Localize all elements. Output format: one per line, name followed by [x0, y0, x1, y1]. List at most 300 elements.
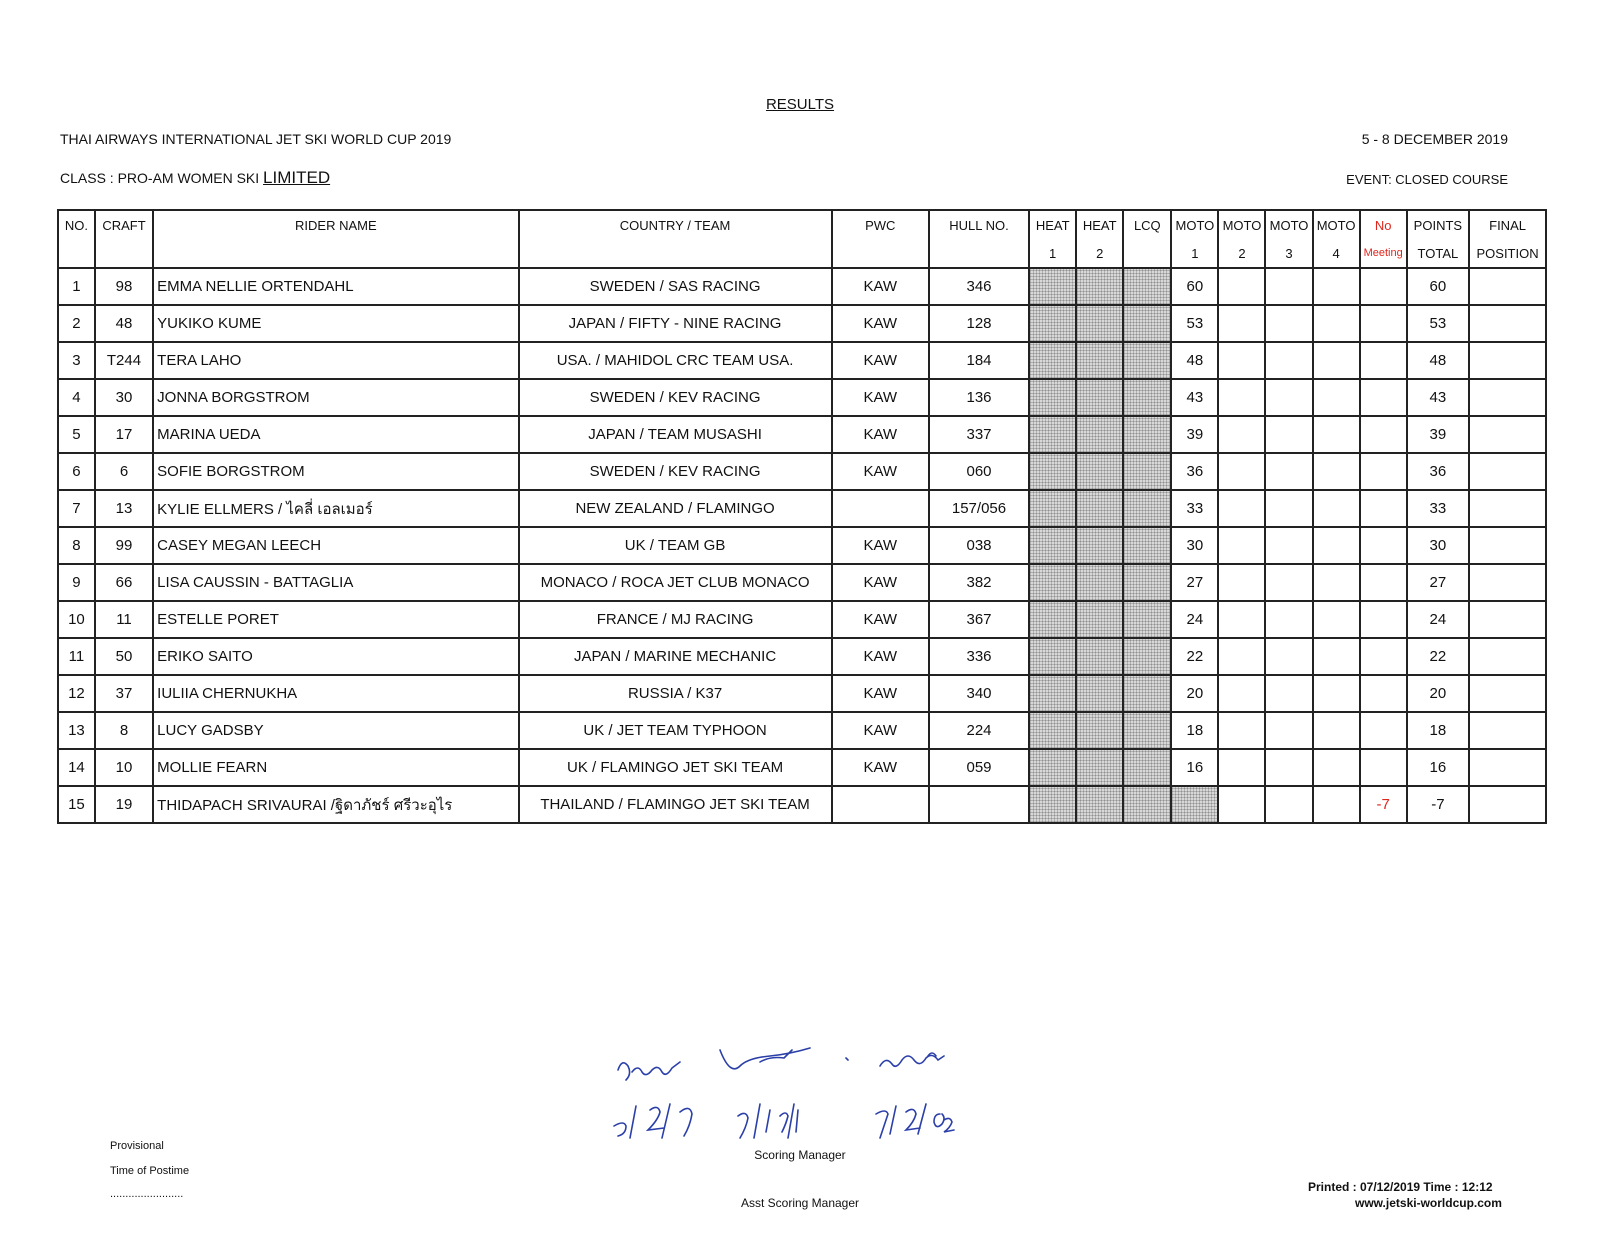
cell-no: 4 [58, 379, 95, 416]
cell-heat2 [1076, 638, 1123, 675]
event-dates: 5 - 8 DECEMBER 2019 [1361, 131, 1508, 147]
cell-hull-no: 340 [929, 675, 1029, 712]
cell-no-meeting [1360, 638, 1407, 675]
cell-heat1 [1029, 564, 1076, 601]
cell-moto4 [1313, 564, 1360, 601]
cell-final-position [1469, 305, 1546, 342]
col-no-blank [58, 239, 95, 268]
cell-heat2 [1076, 268, 1123, 305]
cell-hull-no: 382 [929, 564, 1029, 601]
cell-final-position [1469, 490, 1546, 527]
cell-final-position [1469, 527, 1546, 564]
cell-heat2 [1076, 712, 1123, 749]
cell-moto1: 43 [1171, 379, 1218, 416]
cell-moto1: 48 [1171, 342, 1218, 379]
cell-moto1: 53 [1171, 305, 1218, 342]
col-country-team: COUNTRY / TEAM [519, 210, 832, 239]
cell-craft: 30 [95, 379, 153, 416]
col-final-sub: POSITION [1469, 239, 1546, 268]
cell-rider-name: JONNA BORGSTROM [153, 379, 518, 416]
handwritten-signatures [610, 1040, 990, 1140]
cell-moto4 [1313, 490, 1360, 527]
cell-pwc: KAW [832, 268, 929, 305]
class-label: CLASS : PRO-AM WOMEN SKI [60, 170, 260, 186]
col-rider-name: RIDER NAME [153, 210, 518, 239]
cell-moto3 [1265, 675, 1312, 712]
col-heat1-num: 1 [1029, 239, 1076, 268]
table-row [58, 305, 1546, 342]
cell-lcq [1123, 564, 1171, 601]
cell-craft: 50 [95, 638, 153, 675]
table-row [58, 416, 1546, 453]
cell-craft: 98 [95, 268, 153, 305]
cell-heat1 [1029, 638, 1076, 675]
cell-craft: 48 [95, 305, 153, 342]
cell-points-total: 30 [1407, 527, 1469, 564]
cell-moto2 [1218, 601, 1265, 638]
cell-hull-no: 337 [929, 416, 1029, 453]
col-team-blank [519, 239, 832, 268]
cell-moto1: 20 [1171, 675, 1218, 712]
cell-heat1 [1029, 786, 1076, 823]
cell-heat1 [1029, 712, 1076, 749]
col-no-meeting: No [1360, 210, 1407, 239]
cell-pwc: KAW [832, 712, 929, 749]
cell-pwc: KAW [832, 601, 929, 638]
cell-moto1: 18 [1171, 712, 1218, 749]
cell-pwc: KAW [832, 564, 929, 601]
cell-heat1 [1029, 268, 1076, 305]
cell-pwc: KAW [832, 379, 929, 416]
cell-pwc: KAW [832, 342, 929, 379]
cell-rider-name: TERA LAHO [153, 342, 518, 379]
cell-moto4 [1313, 749, 1360, 786]
cell-hull-no: 157/056 [929, 490, 1029, 527]
postime-blank: ........................ [110, 1188, 184, 1200]
cell-moto4 [1313, 638, 1360, 675]
cell-lcq [1123, 749, 1171, 786]
cell-no: 14 [58, 749, 95, 786]
table-row [58, 786, 1546, 823]
cell-rider-name: LUCY GADSBY [153, 712, 518, 749]
cell-lcq [1123, 379, 1171, 416]
cell-hull-no: 336 [929, 638, 1029, 675]
cell-heat1 [1029, 342, 1076, 379]
cell-moto1: 39 [1171, 416, 1218, 453]
cell-points-total: 36 [1407, 453, 1469, 490]
cell-moto1: 60 [1171, 268, 1218, 305]
cell-moto4 [1313, 453, 1360, 490]
cell-moto3 [1265, 749, 1312, 786]
cell-no: 10 [58, 601, 95, 638]
cell-heat1 [1029, 490, 1076, 527]
cell-no-meeting [1360, 305, 1407, 342]
cell-heat2 [1076, 342, 1123, 379]
cell-moto4 [1313, 342, 1360, 379]
cell-no: 15 [58, 786, 95, 823]
cell-lcq [1123, 712, 1171, 749]
event-type: EVENT: CLOSED COURSE [1346, 172, 1508, 187]
cell-moto1: 30 [1171, 527, 1218, 564]
cell-moto3 [1265, 786, 1312, 823]
cell-craft: 8 [95, 712, 153, 749]
col-moto4: MOTO [1313, 210, 1360, 239]
cell-country-team: UK / FLAMINGO JET SKI TEAM [519, 749, 832, 786]
cell-rider-name: MOLLIE FEARN [153, 749, 518, 786]
cell-craft: T244 [95, 342, 153, 379]
cell-moto2 [1218, 453, 1265, 490]
cell-moto2 [1218, 268, 1265, 305]
results-table [57, 209, 1547, 824]
cell-rider-name: LISA CAUSSIN - BATTAGLIA [153, 564, 518, 601]
cell-no-meeting [1360, 379, 1407, 416]
cell-moto3 [1265, 601, 1312, 638]
cell-moto1 [1171, 786, 1218, 823]
col-moto1-num: 1 [1171, 239, 1218, 268]
cell-lcq [1123, 342, 1171, 379]
col-craft-blank [95, 239, 153, 268]
cell-final-position [1469, 712, 1546, 749]
cell-moto1: 22 [1171, 638, 1218, 675]
cell-lcq [1123, 490, 1171, 527]
cell-moto2 [1218, 675, 1265, 712]
table-row [58, 749, 1546, 786]
website-url: www.jetski-worldcup.com [1355, 1196, 1502, 1210]
cell-moto3 [1265, 638, 1312, 675]
cell-no: 11 [58, 638, 95, 675]
cell-hull-no: 224 [929, 712, 1029, 749]
cell-points-total: 27 [1407, 564, 1469, 601]
cell-moto4 [1313, 786, 1360, 823]
cell-no: 5 [58, 416, 95, 453]
cell-moto2 [1218, 749, 1265, 786]
cell-no: 3 [58, 342, 95, 379]
col-hull-no: HULL NO. [929, 210, 1029, 239]
time-of-postime-label: Time of Postime [110, 1165, 190, 1177]
cell-lcq [1123, 305, 1171, 342]
cell-heat1 [1029, 305, 1076, 342]
cell-moto4 [1313, 601, 1360, 638]
cell-moto1: 36 [1171, 453, 1218, 490]
class-limited: LIMITED [263, 168, 331, 187]
cell-moto3 [1265, 305, 1312, 342]
cell-points-total: 24 [1407, 601, 1469, 638]
cell-no-meeting [1360, 601, 1407, 638]
cell-heat1 [1029, 527, 1076, 564]
cell-heat2 [1076, 305, 1123, 342]
cell-points-total: 16 [1407, 749, 1469, 786]
cell-pwc: KAW [832, 416, 929, 453]
cell-heat2 [1076, 675, 1123, 712]
cell-rider-name: EMMA NELLIE ORTENDAHL [153, 268, 518, 305]
event-name: THAI AIRWAYS INTERNATIONAL JET SKI WORLD CUP 2019 [60, 131, 452, 147]
cell-heat2 [1076, 749, 1123, 786]
cell-craft: 11 [95, 601, 153, 638]
cell-pwc: KAW [832, 527, 929, 564]
cell-moto2 [1218, 379, 1265, 416]
cell-craft: 37 [95, 675, 153, 712]
col-moto2-num: 2 [1218, 239, 1265, 268]
cell-no-meeting [1360, 490, 1407, 527]
cell-heat2 [1076, 416, 1123, 453]
cell-lcq [1123, 527, 1171, 564]
cell-rider-name: KYLIE ELLMERS / ไคลี่ เอลเมอร์ [153, 490, 518, 527]
cell-final-position [1469, 675, 1546, 712]
cell-moto3 [1265, 342, 1312, 379]
cell-final-position [1469, 342, 1546, 379]
cell-heat1 [1029, 675, 1076, 712]
cell-no: 7 [58, 490, 95, 527]
table-row [58, 564, 1546, 601]
cell-country-team: JAPAN / TEAM MUSASHI [519, 416, 832, 453]
cell-no-meeting [1360, 416, 1407, 453]
col-pwc: PWC [832, 210, 929, 239]
cell-points-total: 20 [1407, 675, 1469, 712]
cell-moto2 [1218, 342, 1265, 379]
cell-moto3 [1265, 490, 1312, 527]
cell-no: 2 [58, 305, 95, 342]
cell-heat2 [1076, 379, 1123, 416]
cell-no: 6 [58, 453, 95, 490]
cell-points-total: 48 [1407, 342, 1469, 379]
cell-no: 13 [58, 712, 95, 749]
table-row [58, 601, 1546, 638]
cell-country-team: USA. / MAHIDOL CRC TEAM USA. [519, 342, 832, 379]
table-row [58, 638, 1546, 675]
cell-points-total: 39 [1407, 416, 1469, 453]
table-row [58, 527, 1546, 564]
cell-points-total: -7 [1407, 786, 1469, 823]
cell-pwc: KAW [832, 638, 929, 675]
cell-moto3 [1265, 416, 1312, 453]
cell-final-position [1469, 416, 1546, 453]
cell-rider-name: IULIIA CHERNUKHA [153, 675, 518, 712]
cell-heat1 [1029, 453, 1076, 490]
col-moto3-num: 3 [1265, 239, 1312, 268]
cell-final-position [1469, 268, 1546, 305]
cell-moto2 [1218, 564, 1265, 601]
cell-heat1 [1029, 601, 1076, 638]
cell-heat1 [1029, 379, 1076, 416]
cell-craft: 10 [95, 749, 153, 786]
cell-rider-name: THIDAPACH SRIVAURAI /ฐิดาภัชร์ ศรีวะอุไร [153, 786, 518, 823]
cell-hull-no: 060 [929, 453, 1029, 490]
cell-moto2 [1218, 416, 1265, 453]
cell-points-total: 43 [1407, 379, 1469, 416]
col-lcq-blank [1123, 239, 1171, 268]
cell-no-meeting [1360, 453, 1407, 490]
cell-pwc [832, 490, 929, 527]
cell-hull-no: 346 [929, 268, 1029, 305]
cell-country-team: SWEDEN / KEV RACING [519, 379, 832, 416]
cell-moto4 [1313, 675, 1360, 712]
cell-lcq [1123, 601, 1171, 638]
cell-lcq [1123, 268, 1171, 305]
cell-no-meeting [1360, 564, 1407, 601]
cell-country-team: RUSSIA / K37 [519, 675, 832, 712]
cell-country-team: SWEDEN / SAS RACING [519, 268, 832, 305]
cell-hull-no: 059 [929, 749, 1029, 786]
cell-moto4 [1313, 527, 1360, 564]
cell-heat1 [1029, 749, 1076, 786]
cell-country-team: JAPAN / MARINE MECHANIC [519, 638, 832, 675]
col-rider-blank [153, 239, 518, 268]
col-moto4-num: 4 [1313, 239, 1360, 268]
cell-craft: 66 [95, 564, 153, 601]
cell-moto3 [1265, 379, 1312, 416]
cell-country-team: MONACO / ROCA JET CLUB MONACO [519, 564, 832, 601]
cell-points-total: 60 [1407, 268, 1469, 305]
col-heat1: HEAT [1029, 210, 1076, 239]
provisional-label: Provisional [110, 1140, 164, 1152]
results-body [58, 268, 1546, 823]
cell-heat2 [1076, 527, 1123, 564]
col-heat2: HEAT [1076, 210, 1123, 239]
cell-final-position [1469, 379, 1546, 416]
cell-points-total: 22 [1407, 638, 1469, 675]
cell-no: 12 [58, 675, 95, 712]
cell-rider-name: YUKIKO KUME [153, 305, 518, 342]
cell-craft: 19 [95, 786, 153, 823]
cell-lcq [1123, 675, 1171, 712]
table-row [58, 675, 1546, 712]
cell-country-team: THAILAND / FLAMINGO JET SKI TEAM [519, 786, 832, 823]
cell-hull-no: 184 [929, 342, 1029, 379]
cell-moto1: 27 [1171, 564, 1218, 601]
col-moto1: MOTO [1171, 210, 1218, 239]
cell-moto2 [1218, 786, 1265, 823]
col-moto3: MOTO [1265, 210, 1312, 239]
col-pwc-blank [832, 239, 929, 268]
col-craft: CRAFT [95, 210, 153, 239]
cell-no-meeting [1360, 527, 1407, 564]
cell-no: 1 [58, 268, 95, 305]
table-row [58, 379, 1546, 416]
cell-country-team: FRANCE / MJ RACING [519, 601, 832, 638]
cell-rider-name: MARINA UEDA [153, 416, 518, 453]
cell-lcq [1123, 638, 1171, 675]
cell-final-position [1469, 564, 1546, 601]
table-row [58, 490, 1546, 527]
cell-no-meeting: -7 [1360, 786, 1407, 823]
col-no: NO. [58, 210, 95, 239]
header-row [58, 210, 1546, 239]
table-row [58, 712, 1546, 749]
cell-moto1: 24 [1171, 601, 1218, 638]
cell-heat2 [1076, 786, 1123, 823]
table-row [58, 453, 1546, 490]
table-row [58, 342, 1546, 379]
cell-moto2 [1218, 638, 1265, 675]
cell-final-position [1469, 786, 1546, 823]
cell-pwc: KAW [832, 453, 929, 490]
cell-rider-name: ERIKO SAITO [153, 638, 518, 675]
table-row [58, 268, 1546, 305]
cell-heat2 [1076, 564, 1123, 601]
cell-heat2 [1076, 601, 1123, 638]
cell-country-team: UK / JET TEAM TYPHOON [519, 712, 832, 749]
cell-lcq [1123, 453, 1171, 490]
cell-moto3 [1265, 453, 1312, 490]
cell-moto2 [1218, 490, 1265, 527]
cell-moto3 [1265, 268, 1312, 305]
cell-rider-name: CASEY MEGAN LEECH [153, 527, 518, 564]
cell-heat2 [1076, 490, 1123, 527]
cell-lcq [1123, 786, 1171, 823]
cell-country-team: JAPAN / FIFTY - NINE RACING [519, 305, 832, 342]
cell-no: 9 [58, 564, 95, 601]
cell-rider-name: SOFIE BORGSTROM [153, 453, 518, 490]
cell-no-meeting [1360, 749, 1407, 786]
cell-craft: 6 [95, 453, 153, 490]
cell-heat1 [1029, 416, 1076, 453]
cell-country-team: NEW ZEALAND / FLAMINGO [519, 490, 832, 527]
cell-heat2 [1076, 453, 1123, 490]
cell-moto4 [1313, 305, 1360, 342]
col-no-meeting-sub: Meeting [1360, 239, 1407, 268]
cell-no-meeting [1360, 675, 1407, 712]
cell-final-position [1469, 749, 1546, 786]
cell-final-position [1469, 601, 1546, 638]
cell-hull-no: 038 [929, 527, 1029, 564]
cell-pwc [832, 786, 929, 823]
cell-country-team: SWEDEN / KEV RACING [519, 453, 832, 490]
cell-lcq [1123, 416, 1171, 453]
cell-moto3 [1265, 527, 1312, 564]
col-points-sub: TOTAL [1407, 239, 1469, 268]
cell-final-position [1469, 638, 1546, 675]
cell-points-total: 33 [1407, 490, 1469, 527]
cell-points-total: 53 [1407, 305, 1469, 342]
cell-moto4 [1313, 379, 1360, 416]
col-hull-blank [929, 239, 1029, 268]
cell-pwc: KAW [832, 305, 929, 342]
cell-moto2 [1218, 712, 1265, 749]
class-line [60, 168, 330, 188]
cell-moto1: 16 [1171, 749, 1218, 786]
cell-no-meeting [1360, 712, 1407, 749]
cell-final-position [1469, 453, 1546, 490]
col-points: POINTS [1407, 210, 1469, 239]
col-lcq: LCQ [1123, 210, 1171, 239]
cell-moto1: 33 [1171, 490, 1218, 527]
cell-moto4 [1313, 268, 1360, 305]
printed-timestamp: Printed : 07/12/2019 Time : 12:12 [1308, 1180, 1493, 1194]
scoring-manager-label: Scoring Manager [754, 1148, 846, 1162]
cell-moto4 [1313, 712, 1360, 749]
cell-moto4 [1313, 416, 1360, 453]
cell-craft: 17 [95, 416, 153, 453]
cell-pwc: KAW [832, 675, 929, 712]
cell-pwc: KAW [832, 749, 929, 786]
cell-hull-no [929, 786, 1029, 823]
cell-no-meeting [1360, 268, 1407, 305]
cell-moto3 [1265, 712, 1312, 749]
cell-country-team: UK / TEAM GB [519, 527, 832, 564]
cell-moto2 [1218, 527, 1265, 564]
cell-craft: 13 [95, 490, 153, 527]
results-heading: RESULTS [765, 96, 835, 113]
cell-moto3 [1265, 564, 1312, 601]
col-final: FINAL [1469, 210, 1546, 239]
cell-no-meeting [1360, 342, 1407, 379]
cell-moto2 [1218, 305, 1265, 342]
cell-hull-no: 128 [929, 305, 1029, 342]
cell-no: 8 [58, 527, 95, 564]
col-moto2: MOTO [1218, 210, 1265, 239]
header-row-sub [58, 239, 1546, 268]
cell-hull-no: 367 [929, 601, 1029, 638]
